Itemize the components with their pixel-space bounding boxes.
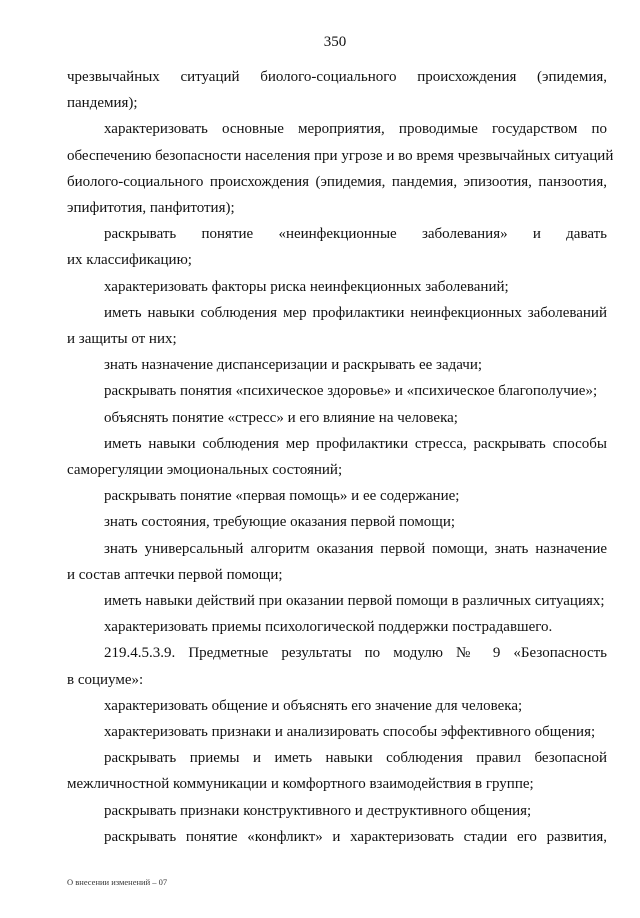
paragraph [67, 274, 607, 300]
document-body [67, 64, 614, 850]
text-line: эпифитотия, панфитотия); [67, 200, 235, 217]
text-line: иметь навыки соблюдения мер профилактики стресса, раскрывать способы [104, 435, 607, 452]
paragraph [67, 300, 607, 352]
paragraph [67, 405, 607, 431]
text-line: в социуме»: [67, 671, 144, 688]
footer-note: О внесении изменений – 07 [67, 877, 168, 887]
paragraph [67, 588, 607, 614]
text-line: знать назначение диспансеризации и раскрывать ее задачи; [104, 357, 483, 374]
paragraph [67, 536, 607, 588]
text-line: раскрывать понятие «первая помощь» и ее содержание; [104, 488, 460, 505]
text-line: раскрывать приемы и иметь навыки соблюдения правил безопасной [104, 750, 607, 767]
page-number: 350 [323, 34, 347, 50]
paragraph [67, 798, 607, 824]
paragraph [67, 431, 607, 483]
text-line: характеризовать основные мероприятия, проводимые государством по [104, 121, 607, 138]
text-line: биолого-социального происхождения (эпидемия, пандемия, эпизоотия, панзоотия, [67, 173, 607, 190]
paragraph [67, 824, 607, 850]
paragraph [67, 378, 607, 404]
paragraph [67, 352, 607, 378]
text-line: чрезвычайных ситуаций биолого-социального происхождения (эпидемия, [67, 69, 607, 85]
text-line: характеризовать общение и объяснять его значение для человека; [104, 697, 523, 714]
text-line: 219.4.5.3.9. Предметные результаты по модулю № 9 «Безопасность [104, 645, 607, 662]
text-line: раскрывать признаки конструктивного и деструктивного общения; [104, 802, 532, 819]
text-line: знать состояния, требующие оказания первой помощи; [104, 514, 456, 531]
paragraph [67, 640, 607, 692]
text-line: раскрывать понятие «конфликт» и характеризовать стадии его развития, [104, 828, 607, 845]
text-line: характеризовать приемы психологической поддержки пострадавшего. [104, 619, 553, 636]
text-line: иметь навыки соблюдения мер профилактики неинфекционных заболеваний [104, 304, 607, 321]
text-line: знать универсальный алгоритм оказания первой помощи, знать назначение [104, 540, 607, 557]
paragraph [67, 483, 607, 509]
text-line: и защиты от них; [67, 331, 177, 348]
paragraph [67, 693, 607, 719]
text-line: и состав аптечки первой помощи; [67, 566, 283, 583]
text-line: объяснять понятие «стресс» и его влияние на человека; [104, 409, 458, 426]
paragraph [67, 614, 607, 640]
text-line: раскрывать понятие «неинфекционные заболевания» и давать [104, 226, 607, 243]
text-line: межличностной коммуникации и комфортного взаимодействия в группе; [67, 776, 534, 793]
paragraph [67, 509, 607, 535]
paragraph [67, 221, 607, 273]
text-line: обеспечению безопасности населения при угрозе и во время чрезвычайных ситуаций [67, 147, 614, 164]
text-line: иметь навыки действий при оказании первой помощи в различных ситуациях; [104, 593, 605, 610]
paragraph [67, 64, 607, 116]
text-line: характеризовать факторы риска неинфекционных заболеваний; [104, 278, 509, 295]
text-line: саморегуляции эмоциональных состояний; [67, 462, 343, 479]
text-line: их классификацию; [67, 252, 192, 269]
text-line: пандемия); [67, 95, 138, 112]
text-line: раскрывать понятия «психическое здоровье» и «психическое благополучие»; [104, 383, 598, 400]
paragraph [67, 116, 614, 221]
paragraph [67, 719, 607, 745]
text-line: характеризовать признаки и анализировать способы эффективного общения; [104, 724, 596, 741]
paragraph [67, 745, 607, 797]
